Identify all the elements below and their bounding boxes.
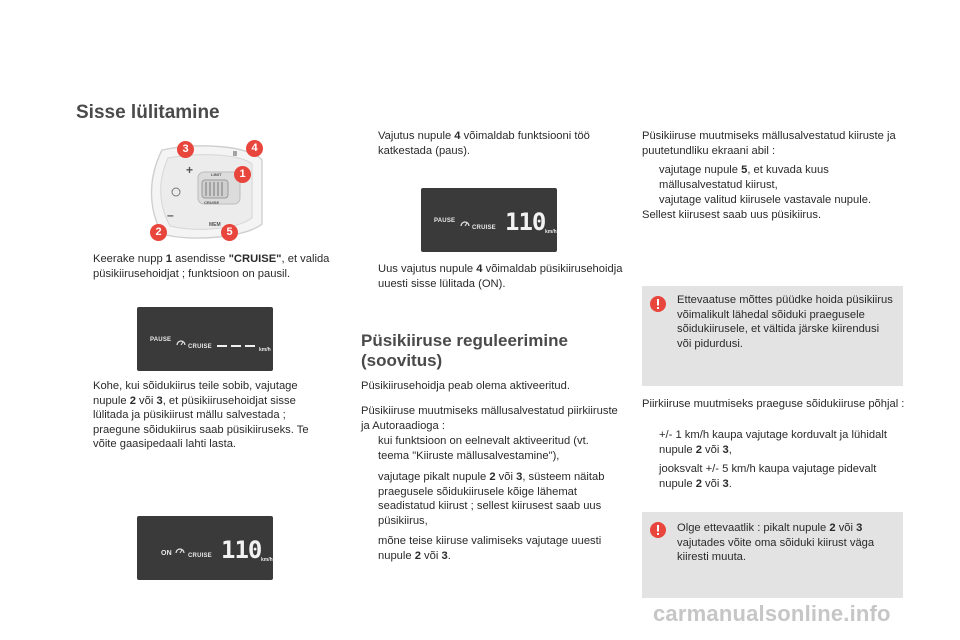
display-speed-value: 110 [221, 536, 262, 564]
warning-icon [650, 296, 666, 312]
caution-note-2 [642, 512, 903, 598]
empty-speed-dashes [217, 345, 255, 347]
paragraph-must-be-active: Püsikiirusehoidja peab olema aktiveeritud. [361, 380, 570, 392]
bullet-activate-cruise: Kohe, kui sõidukiirus teile sobib, vajutage nupule 2 või 3, et püsikiirusehoidjat sisse lülitada ja püsikiirust mällu salvestada ; praegune sõidukiirus saab püsikiiruseks. Te võite gaasipedaali lahti lasta. [93, 380, 309, 451]
display-cruise-label: CRUISE [472, 225, 496, 231]
mem-label: MEM [209, 222, 221, 228]
callout-badge-4: 4 [246, 140, 263, 157]
bullet-select-other: mõne teise kiiruse valimiseks vajutage uuesti nupule 2 või 3. [378, 535, 602, 562]
paragraph-radio-intro: Püsikiiruse muutmiseks mällusalvestatud piirkiiruste ja Autoraadioga : [361, 405, 618, 432]
callout-badge-3: 3 [177, 141, 194, 158]
bullet-press-5: vajutage nupule 5, et kuvada kuus mällusalvestatud kiirust, [659, 164, 829, 191]
pause-label: II [233, 151, 237, 158]
display-unit: km/h [259, 347, 271, 353]
speedometer-icon [176, 338, 186, 346]
bullet-continuous-press: jooksvalt +/- 5 km/h kaupa vajutage pidevalt nupule 2 või 3. [659, 463, 877, 490]
speedometer-icon [175, 546, 185, 554]
plus-label: + [186, 163, 194, 177]
caution-note-2-text: Olge ettevaatlik : pikalt nupule 2 või 3 vajutades võite oma sõiduki kiirust väga kiiresti muuta. [677, 522, 875, 564]
caution-note-1 [642, 286, 903, 386]
paragraph-current-speed-intro: Piirkiiruse muutmiseks praeguse sõidukiiruse põhjal : [642, 398, 905, 410]
minus-label: – [167, 208, 174, 222]
warning-icon [650, 522, 666, 538]
caution-note-1-text: Ettevaatuse mõttes püüdke hoida püsikiirus võimalikult lähedal sõiduki praegusele sõidukiirusele, et vältida järske kiirendusi või pidurdusi. [677, 294, 893, 350]
bullet-resume-function: Uus vajutus nupule 4 võimaldab püsikiirusehoidja uuesti sisse lülitada (ON). [378, 263, 623, 290]
display-pause-label: PAUSE [150, 337, 172, 343]
cruise-label: CRUISE [204, 200, 220, 205]
callout-badge-1: 1 [234, 166, 251, 183]
display-cruise-label: CRUISE [188, 553, 212, 559]
display-cruise-label: CRUISE [188, 344, 212, 350]
bullet-short-press: +/- 1 km/h kaupa vajutage korduvalt ja lühidalt nupule 2 või 3, [659, 429, 887, 456]
bullet-press-selected: vajutage valitud kiirusele vastavale nupule. [659, 194, 872, 206]
section-title-adjust: Püsikiiruse reguleerimine (soovitus) [361, 331, 568, 370]
callout-badge-2: 2 [150, 224, 167, 241]
display-pause-cruise-110 [421, 188, 557, 252]
section-title-switch-on: Sisse lülitamine [76, 102, 220, 123]
display-pause-cruise-empty [137, 307, 273, 371]
display-speed-value: 110 [505, 208, 546, 236]
bullet-select-cruise: Keerake nupp 1 asendisse "CRUISE", et valida püsikiirusehoidjat ; funktsioon on pausil. [93, 253, 330, 280]
watermark: carmanualsonline.info [653, 601, 891, 626]
bullet-pause-function: Vajutus nupule 4 võimaldab funktsiooni töö katkestada (paus). [378, 130, 590, 157]
display-on-cruise-110 [137, 516, 273, 580]
limit-label: LIMIT [211, 172, 222, 177]
display-unit: km/h [261, 557, 273, 563]
paragraph-touchscreen-intro: Püsikiiruse muutmiseks mällusalvestatud kiiruste ja puutetundliku ekraani abil : [642, 130, 896, 157]
display-pause-label: PAUSE [434, 218, 456, 224]
display-unit: km/h [545, 229, 557, 235]
display-on-label: ON [161, 550, 172, 557]
callout-badge-5: 5 [221, 224, 238, 241]
bullet-long-press: vajutage pikalt nupule 2 või 3, süsteem näitab praegusele sõidukiirusele kõige lähemat seadistatud kiirust ; sellest kiirusest saab uus püsikiirus, [378, 471, 605, 527]
bullet-if-activated: kui funktsioon on eelnevalt aktiveeritud (vt. teema "Kiiruste mällusalvestamine"), [378, 435, 589, 462]
paragraph-new-speed: Sellest kiirusest saab uus püsikiirus. [642, 209, 822, 221]
speedometer-icon [460, 219, 470, 227]
